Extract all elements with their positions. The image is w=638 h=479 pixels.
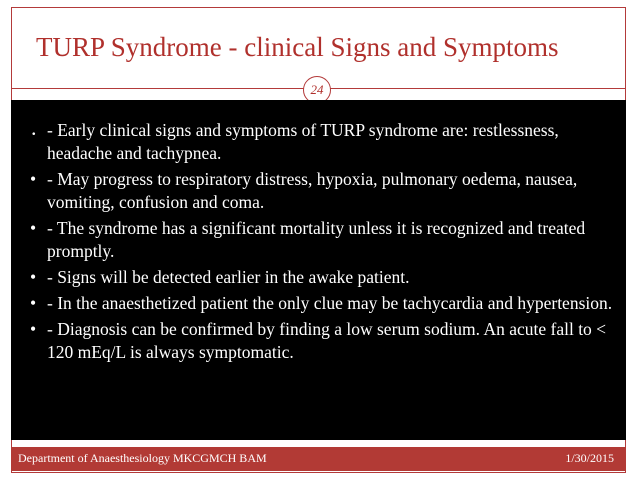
bullet-text: - The syndrome has a significant mortality unless it is recognized and treated promptly.: [47, 218, 586, 261]
bullet-item: [30, 318, 620, 364]
bullet-marker: •: [30, 218, 37, 238]
page-number-badge: 24: [303, 76, 331, 104]
bullet-marker: •: [30, 319, 37, 339]
bullet-list: [30, 115, 620, 367]
bullet-text: - May progress to respiratory distress, hypoxia, pulmonary oedema, nausea, vomiting, confusion and coma.: [47, 169, 578, 212]
content-panel: [11, 100, 626, 440]
bullet-marker: •: [30, 293, 37, 313]
bullet-marker: •: [30, 169, 37, 189]
bullet-text: - In the anaesthetized patient the only clue may be tachycardia and hypertension.: [47, 293, 613, 313]
bullet-item: [30, 266, 620, 289]
bullet-item: [30, 115, 620, 165]
bullet-text: - Diagnosis can be confirmed by finding a low serum sodium. An acute fall to < 120 mEq/L is always symptomatic.: [47, 319, 607, 362]
slide-title: TURP Syndrome - clinical Signs and Symptoms: [36, 32, 559, 62]
bullet-text: - Early clinical signs and symptoms of TURP syndrome are: restlessness, headache and tachypnea.: [47, 120, 559, 163]
bullet-item: [30, 292, 620, 315]
bullet-item: [30, 217, 620, 263]
bullet-item: [30, 168, 620, 214]
footer-date: 1/30/2015: [565, 451, 614, 465]
footer-department: Department of Anaesthesiology MKCGMCH BAM: [18, 451, 267, 465]
bullet-marker: •: [30, 267, 37, 287]
bullet-marker: .: [31, 115, 37, 140]
bullet-text: - Signs will be detected earlier in the awake patient.: [47, 267, 410, 287]
